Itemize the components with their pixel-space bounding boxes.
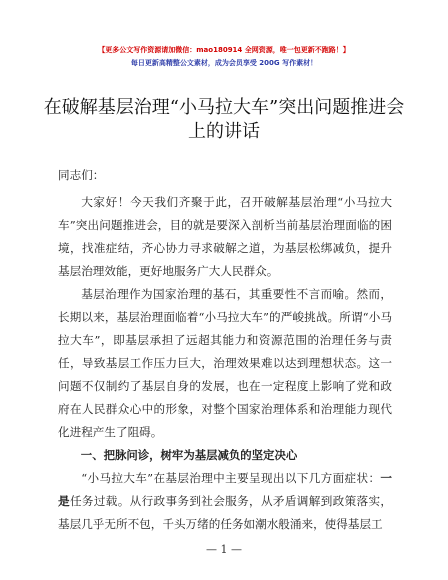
paragraph-3: [58, 467, 392, 536]
paragraph-3-rest: 任务过载。从行政事务到社会服务，从矛盾调解到政策落实，基层几乎无所不包，千头万绪的任务如潮水般涌来，使得基层工: [58, 494, 392, 531]
promo-banner: [0, 44, 448, 70]
document-body: [58, 164, 392, 536]
promo-line-1: 【更多公文写作资源请加微信：mao180914 全网资源，唯一包更新不跑路！】: [98, 46, 350, 54]
paragraph-3-bold: 一是: [58, 471, 392, 508]
greeting: 同志们：: [58, 168, 105, 182]
paragraph-3-start: “小马拉大车”在基层治理中主要呈现出以下几方面症状：: [81, 471, 381, 485]
paragraph-2: 基层治理作为国家治理的基石，其重要性不言而喻。然而，长期以来，基层治理面临着“小马拉大车”的严峻挑战。所谓“小马拉大车”，即基层承担了远超其能力和资源范围的治理任务与责任，导致基层工作压力巨大，治理效果难以达到理想状态。这一问题不仅制约了基层自身的发展，也在一定程度上影响了党和政府在人民群众心中的形象，对整个国家治理体系和治理能力现代化进程产生了阻碍。: [58, 287, 392, 439]
promo-line-2: 每日更新高精整公文素材，成为会员享受 200G 写作素材！: [130, 59, 318, 67]
document-title: 在破解基层治理“小马拉大车”突出问题推进会上的讲话: [43, 97, 405, 142]
section-heading-1: 一、把脉问诊，树牢为基层减负的坚定决心: [80, 448, 298, 462]
page-number: — 1 —: [206, 543, 242, 556]
paragraph-1: 大家好！今天我们齐聚于此，召开破解基层治理“小马拉大车”突出问题推进会，目的就是要深入剖析当前基层治理面临的困境，找准症结，齐心协力寻求破解之道，为基层松绑减负，提升基层治理效能，更好地服务广大人民群众。: [58, 195, 392, 278]
